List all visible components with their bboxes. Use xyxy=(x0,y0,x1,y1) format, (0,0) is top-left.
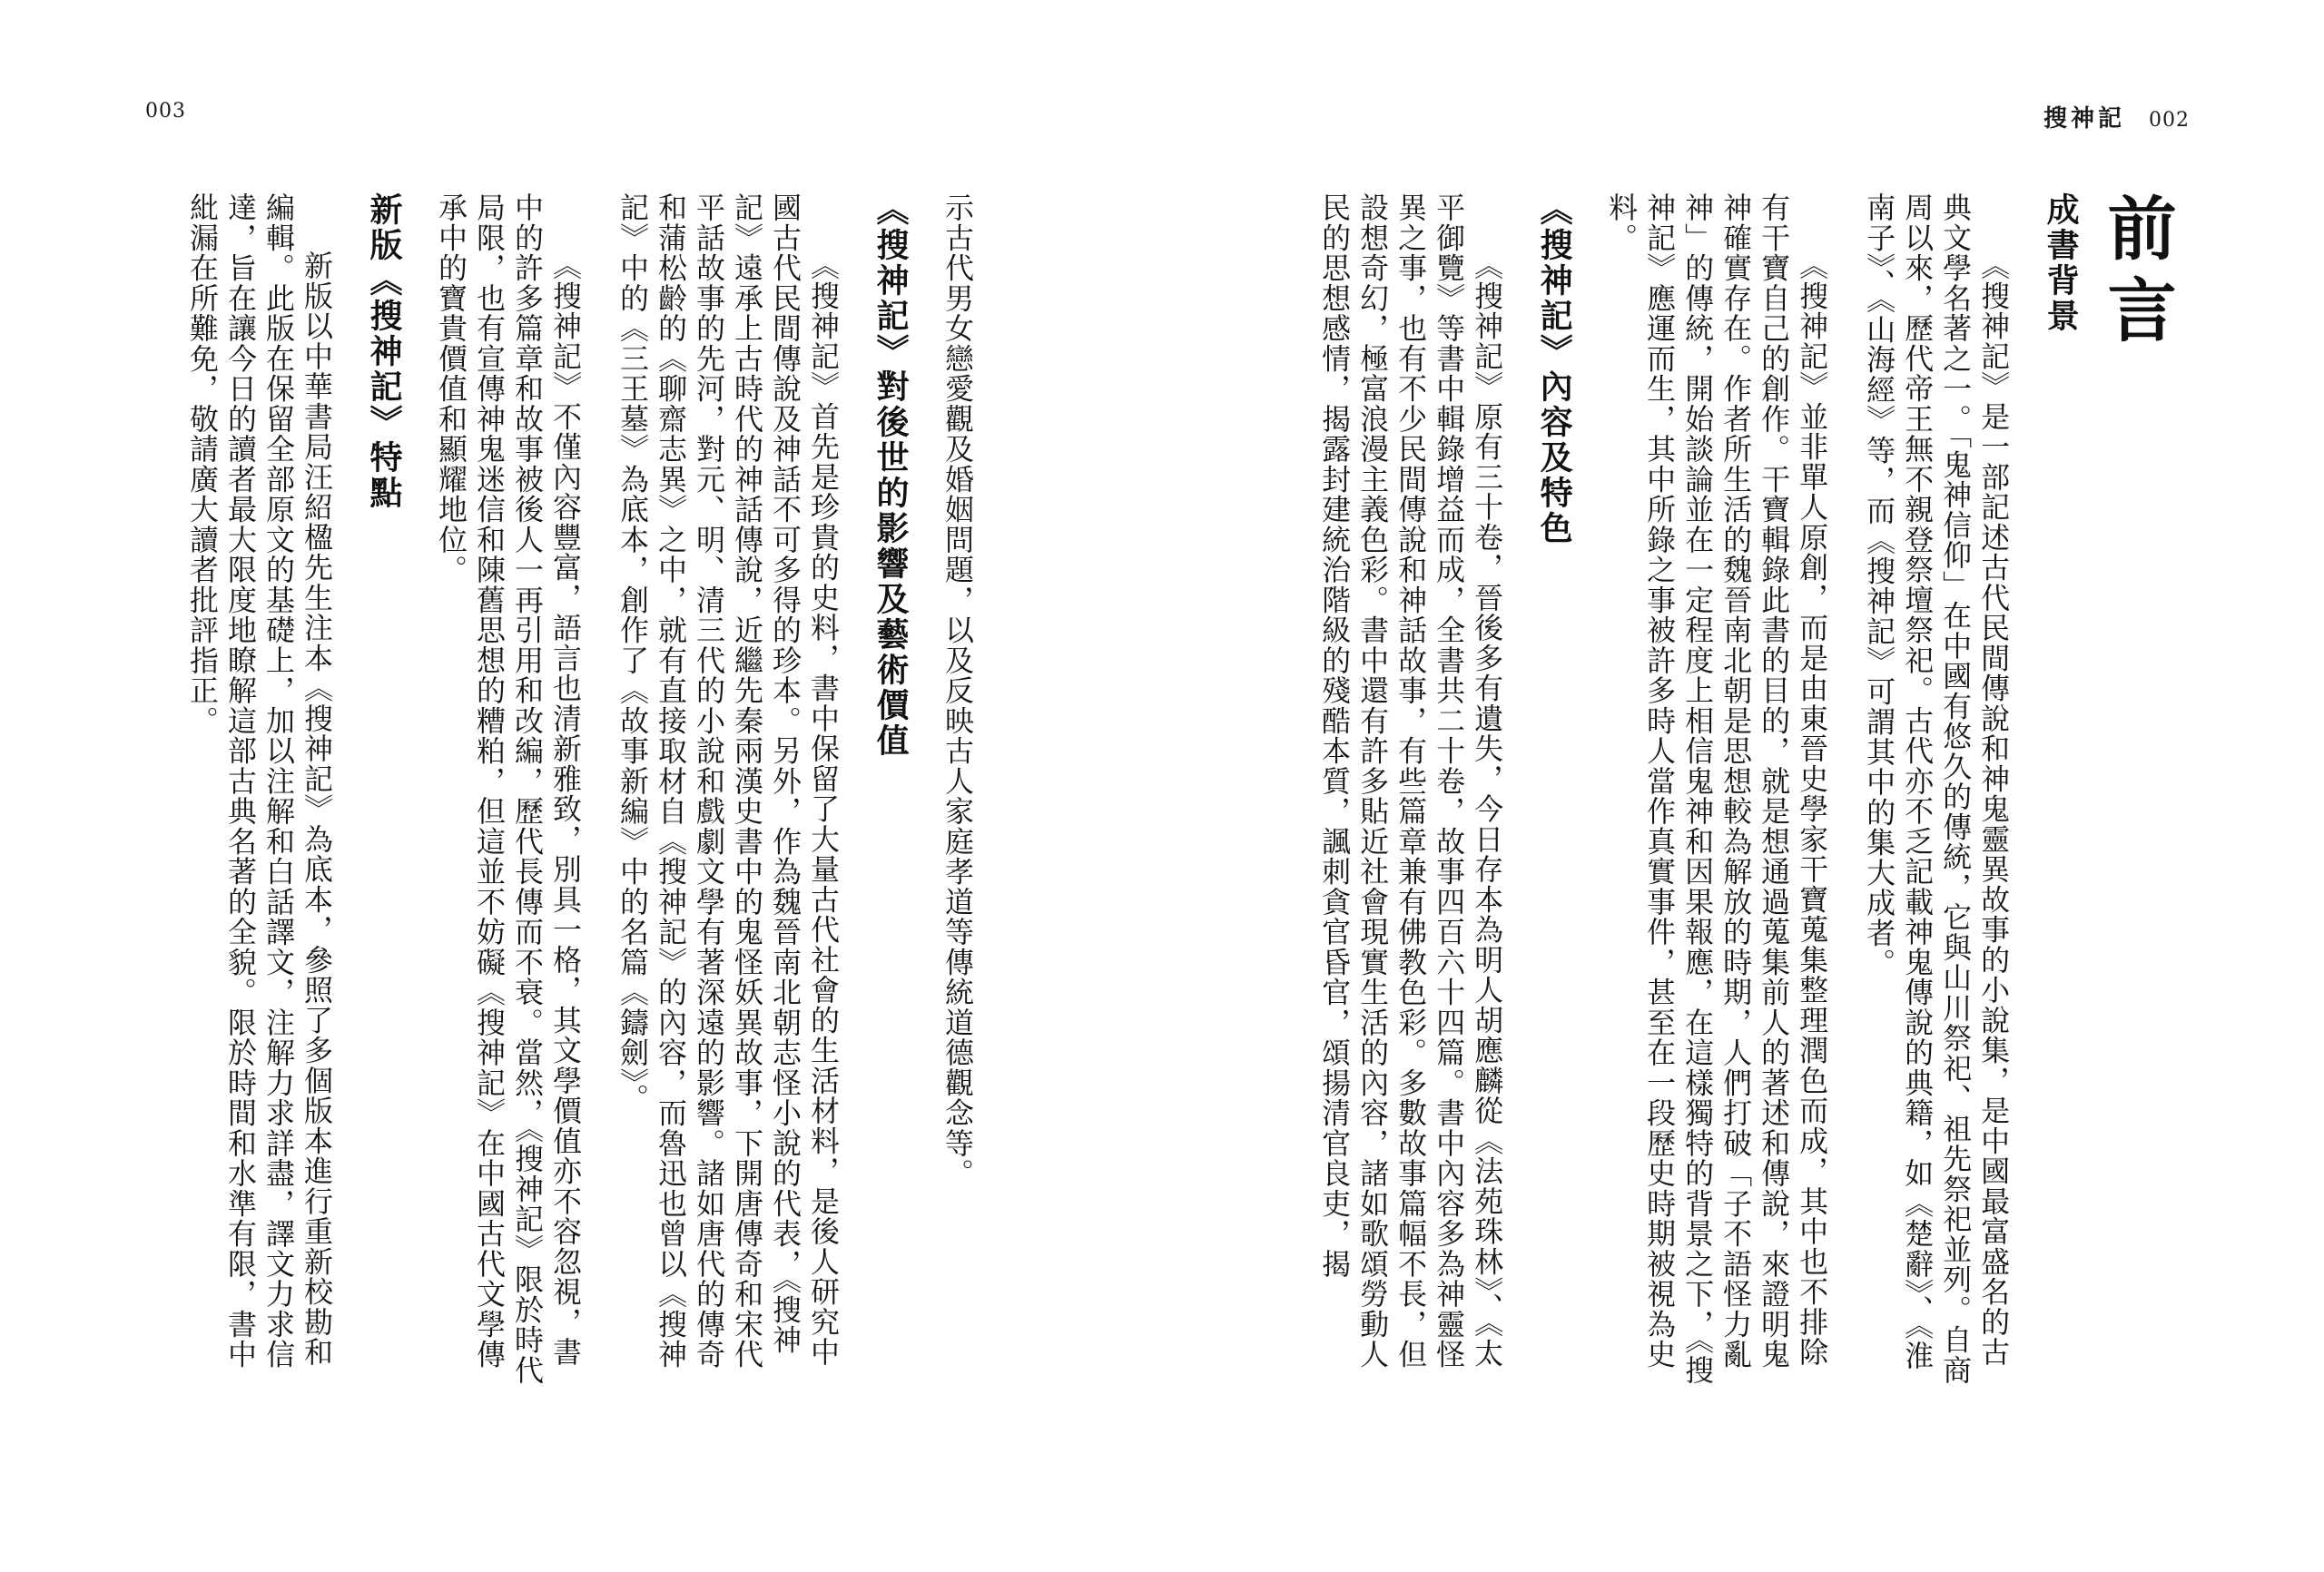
section-heading-influence: 《搜神記》對後世的影響及藝術價值 xyxy=(872,192,910,759)
paragraph: 《搜神記》是一部記述古代民間傳說和神鬼靈異故事的小說集，是中國最富盛名的古典文學名著之一。「鬼神信仰」在中國有悠久的傳統，它與山川祭祀、祖先祭祀並列。自商周以來，歷代帝王無不親登祭壇祭祀。古代亦不乏記載神鬼傳說的典籍，如《楚辭》、《淮南子》、《山海經》等，而《搜神記》可謂其中的集大成者。 xyxy=(1862,192,2012,1385)
continued-paragraph: 示古代男女戀愛觀及婚姻問題，以及反映古人家庭孝道等傳統道德觀念等。 xyxy=(940,192,975,1189)
paragraph: 《搜神記》不僅內容豐富，語言也清新雅致，別具一格，其文學價值亦不容忽視，書中的許多篇章和故事被後人一再引用和改編，歷代長傳而不衰。當然，《搜神記》限於時代局限，也有宣傳神鬼迷信和陳舊思想的糟粕，但這並不妨礙《搜神記》在中國古代文學傳承中的寶貴價值和顯耀地位。 xyxy=(434,192,583,1385)
paragraph: 《搜神記》並非單人原創，而是由東晉史學家干寶蒐集整理潤色而成，其中也不排除有干寶自己的創作。干寶輯錄此書的目的，就是想通過蒐集前人的著述和傳說，來證明鬼神確實存在。作者所生活的魏晉南北朝是思想較為解放的時期，人們打破「子不語怪力亂神」的傳統，開始談論並在一定程度上相信鬼神和因果報應，在這樣獨特的背景之下，《搜神記》應運而生，其中所錄之事被許多時人當作真實事件，甚至在一段歷史時期被視為史料。 xyxy=(1604,192,1830,1385)
right-page xyxy=(1162,0,2324,1572)
page-number-right: 002 xyxy=(2149,109,2190,132)
page-number-left: 003 xyxy=(145,100,186,123)
paragraph: 新版以中華書局汪紹楹先生注本《搜神記》為底本，參照了多個版本進行重新校勘和編輯。此版在保留全部原文的基礎上，加以注解和白話譯文，注解力求詳盡，譯文力求信達，旨在讓今日的讀者最大限度地瞭解這部古典名著的全貌。限於時間和水準有限，書中紕漏在所難免，敬請廣大讀者批評指正。 xyxy=(185,192,334,1370)
running-head-book-title: 搜神記 xyxy=(2043,105,2125,133)
paragraph: 《搜神記》首先是珍貴的史料，書中保留了大量古代社會的生活材料，是後人研究中國古代民間傳說及神話不可多得的珍本。另外，作為魏晉南北朝志怪小說的代表，《搜神記》遠承上古時代的神話傳說，近繼先秦兩漢史書中的鬼怪妖異故事，下開唐傳奇和宋代平話故事的先河，對元、明、清三代的小說和戲劇文學有著深遠的影響。諸如唐代的傳奇和蒲松齡的《聊齋志異》之中，就有直接取材自《搜神記》的內容，而魯迅也曾以《搜神記》中的《三王墓》為底本，創作了《故事新編》中的名篇《鑄劍》。 xyxy=(615,192,841,1370)
section-heading-content: 《搜神記》內容及特色 xyxy=(1535,192,1574,546)
section-heading-new-edition: 新版《搜神記》特點 xyxy=(365,192,403,511)
chapter-title: 前言 xyxy=(2096,192,2178,356)
right-page-body xyxy=(1318,192,2226,1390)
section-heading-background: 成書背景 xyxy=(2042,192,2081,334)
left-page-body xyxy=(185,192,1006,1390)
page-header-right xyxy=(2043,100,2190,133)
paragraph: 《搜神記》原有三十卷，晉後多有遺失，今日存本為明人胡應麟從《法苑珠林》、《太平御覽》等書中輯錄增益而成，全書共二十卷，故事四百六十四篇。書中內容多為神靈怪異之事，也有不少民間傳說和神話故事，有些篇章兼有佛教色彩。多數故事篇幅不長，但設想奇幻，極富浪漫主義色彩。書中還有許多貼近社會現實生活的內容，諸如歌頌勞動人民的思想感情，揭露封建統治階級的殘酷本質，諷刺貪官昏官，頌揚清官良吏，揭 xyxy=(1317,192,1505,1370)
